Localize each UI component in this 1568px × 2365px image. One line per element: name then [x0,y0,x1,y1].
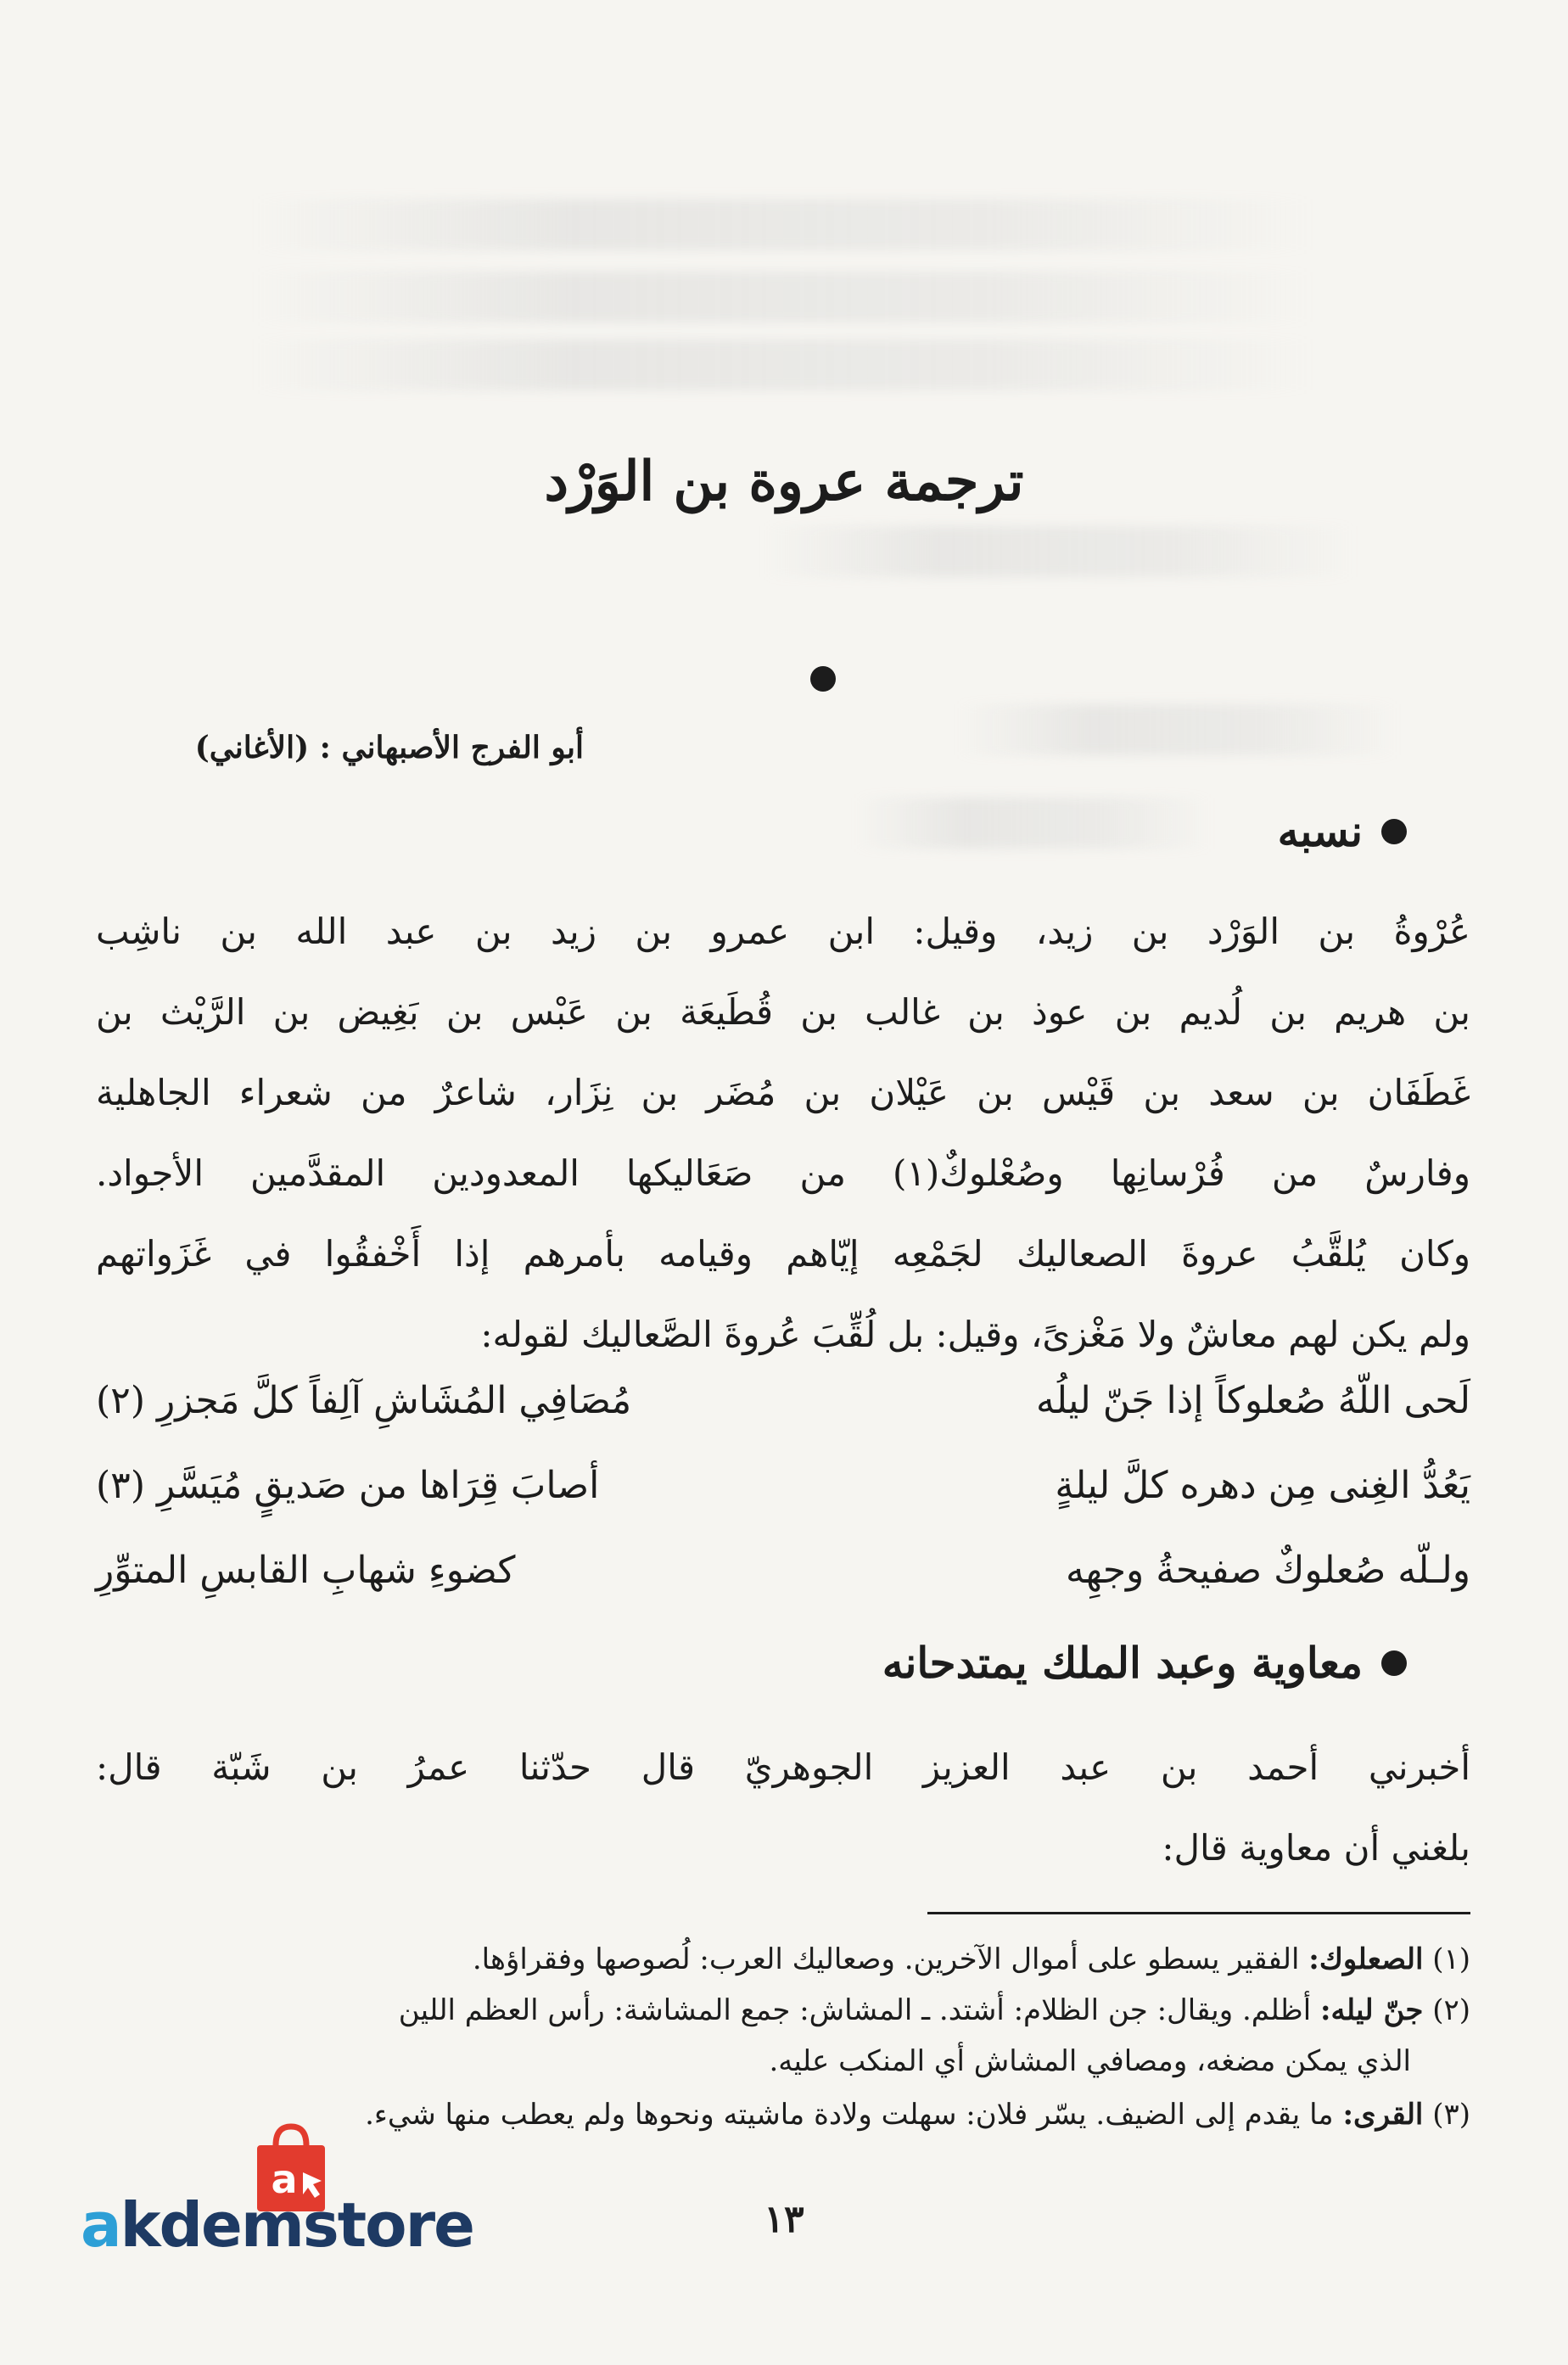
verse-line [96,1464,1470,1549]
paragraph-line: وفارسٌ من فُرْسانِها وصُعْلوكٌ(١) من صَعَاليكها المعدودين المقدَّمين الأجواد. [96,1152,1471,1194]
page-title: ترجمة عروة بن الوَرْد [544,450,1024,513]
bleed-through-5 [957,704,1398,755]
paragraph-line: عُرْوةُ بن الوَرْد بن زيد، وقيل: ابن عمرو بن زيد بن عبد الله بن ناشِب [96,911,1470,952]
paragraph-line: وكان يُلقَّبُ عروةَ الصعاليك لجَمْعِه إيّاهم وقيامه بأمرهم إذا أَخْفقُوا في غَزَواتهم [96,1233,1470,1275]
source-attribution: أبو الفرج الأصبهاني : (الأغاني) [194,730,584,765]
footnote-number: (١) [1432,1942,1470,1976]
bag-letter: a [271,2156,298,2202]
verse-first-hemistich: لَحى اللّهُ صُعلوكاً إذا جَنّ ليلُه [1035,1379,1470,1422]
bleed-through-2 [253,272,1313,322]
footnote-term: جنّ ليله: [1320,1993,1424,2027]
footnote-1 [96,1935,1470,1984]
verse-first-hemistich: ولـلّه صُعلوكٌ صفيحةُ وجهِه [1065,1549,1470,1592]
section-heading-text: معاوية وعبد الملك يمتدحانه [882,1638,1363,1688]
paragraph-line: أخبرني أحمد بن عبد العزيز الجوهريّ قال حدّثنا عمرُ بن شَبّة قال: [96,1746,1470,1788]
verse-second-hemistich: مُصَافِي المُشَاشِ آلِفاً كلَّ مَجزرِ (٢) [96,1379,632,1422]
footnote-term: القرى: [1342,2098,1424,2132]
verse-line [96,1549,1470,1634]
page-number: ١٣ [764,2198,804,2241]
bleed-through-6 [855,798,1212,849]
paragraph-line: بن هريم بن لُديم بن عوذ بن غالب بن قُطَيعَة بن عَبْس بن بَغِيض بن الرَّيْث بن [96,991,1470,1033]
footnote-text: الذي يمكن مضغه، ومصافي المشاش أي المنكب عليه. [769,2044,1411,2078]
praise-paragraph [96,1727,1470,1888]
footnote-number: (٢) [1432,1993,1470,2027]
store-watermark-logo [81,2121,522,2261]
footnote-2-continued [36,2037,1411,2086]
footnote-divider [927,1912,1470,1914]
footnote-text: الفقير يسطو على أموال الآخرين. وصعاليك العرب: لُصوصها وفقراؤها. [472,1942,1300,1976]
footnote-term: الصعلوك: [1308,1942,1424,1976]
bleed-through-3 [253,339,1313,390]
verse-line [96,1379,1470,1464]
verse-second-hemistich: أصابَ قِرَاها من صَديقٍ مُيَسَّرِ (٣) [96,1464,600,1507]
paragraph-line: بلغني أن معاوية قال: [1162,1827,1470,1869]
store-brand-name: akdemstore [81,2189,473,2261]
paragraph-line: ولم يكن لهم معاشٌ ولا مَغْزىً، وقيل: بل لُقِّبَ عُروةَ الصَّعاليك لقوله: [480,1314,1470,1355]
footnote-text: أظلم. ويقال: جن الظلام: أشتد. ـ المشاش: جمع المشاشة: رأس العظم اللين [398,1993,1312,2027]
section-heading-lineage [1278,806,1407,856]
footnote-text: ما يقدم إلى الضيف. يسّر فلان: سهلت ولادة ماشيته ونحوها ولم يعطب منها شيء. [365,2098,1334,2132]
bullet-icon [1381,819,1407,844]
paragraph-line: غَطَفَان بن سعد بن قَيْس بن عَيْلان بن مُضَر بن نِزَار، شاعرٌ من شعراء الجاهلية [96,1072,1470,1113]
bullet-icon [1381,1650,1407,1676]
lineage-paragraph [96,891,1470,1375]
section-heading-text: نسبه [1277,806,1363,856]
footnote-2 [96,1986,1470,2035]
verse-first-hemistich: يَعُدُّ الغِنى مِن دهره كلَّ ليلةٍ [1055,1464,1470,1507]
footnote-number: (٣) [1432,2098,1470,2132]
bleed-through-1 [253,199,1313,250]
verse-second-hemistich: كضوءِ شهابِ القابسِ المتوِّرِ [96,1549,516,1592]
section-heading-praise [882,1638,1407,1688]
title-ornament-dot [810,666,836,692]
bleed-through-4 [762,526,1356,577]
